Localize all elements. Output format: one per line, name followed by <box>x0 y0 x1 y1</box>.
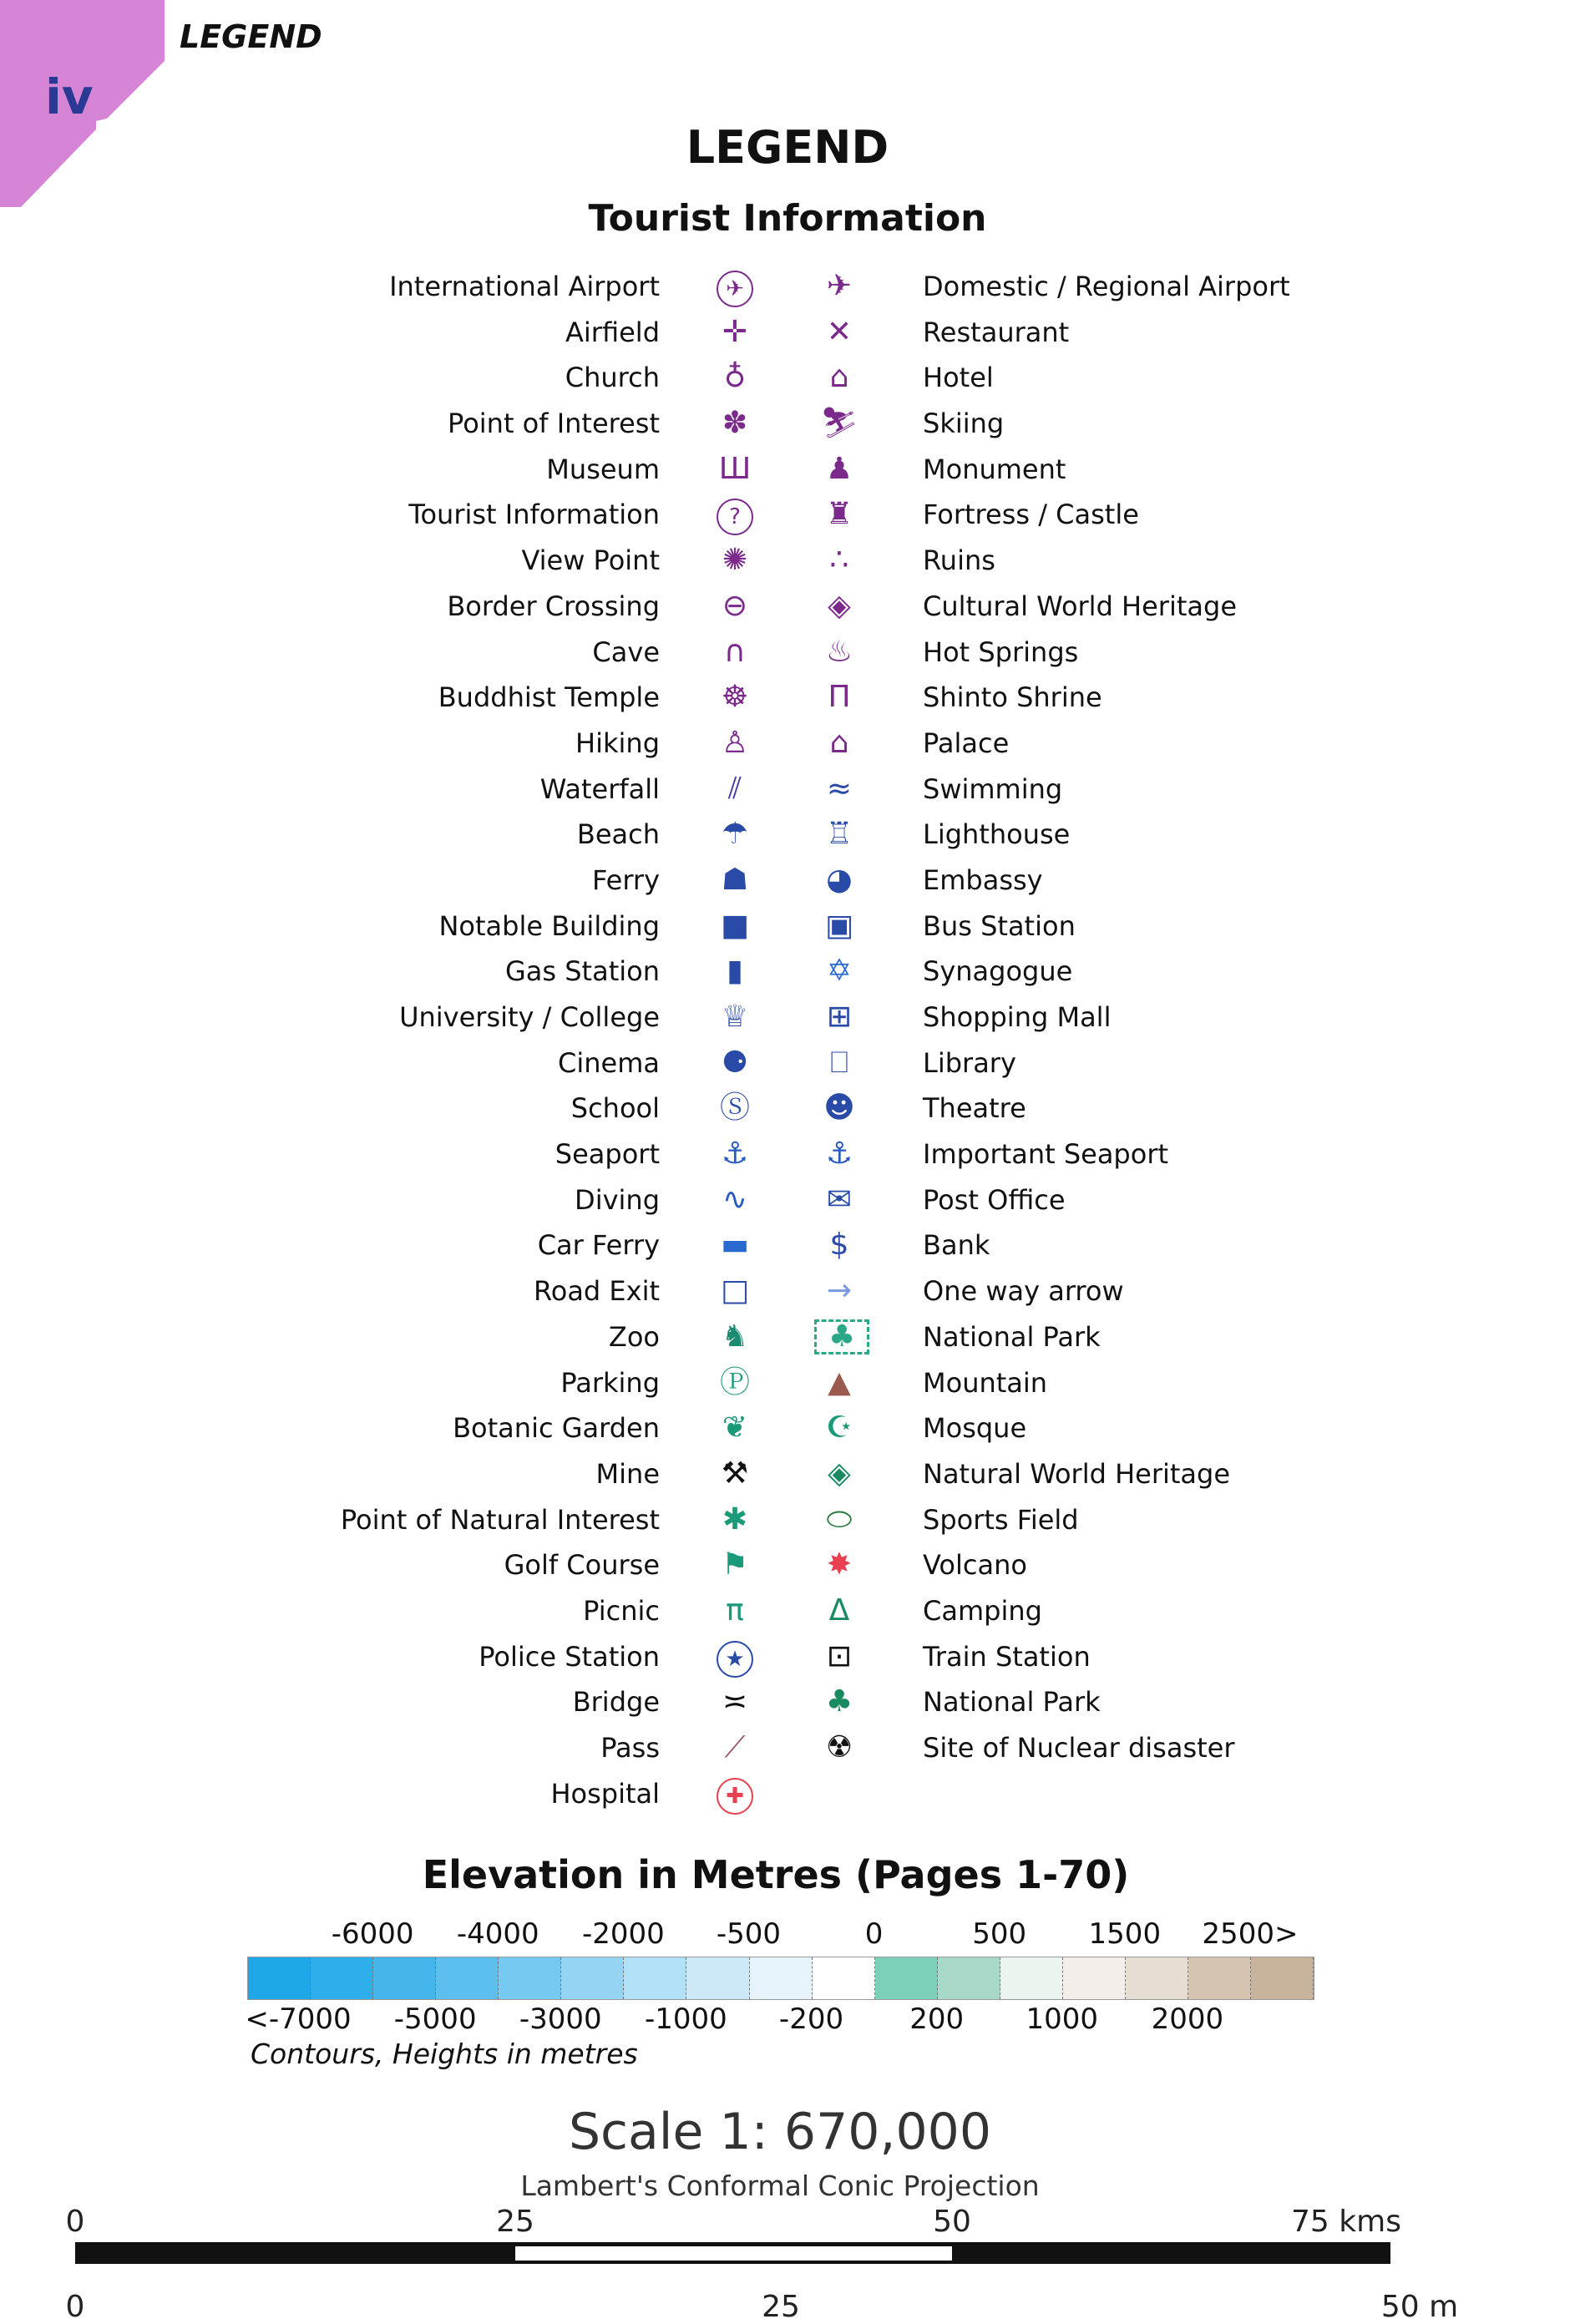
bridge-icon <box>710 1683 760 1721</box>
one-way-arrow-icon-glyph: → <box>826 1273 853 1309</box>
library-icon <box>814 1044 864 1082</box>
legend-row <box>0 447 1441 493</box>
scale-secondary-label: 0 <box>65 2290 85 2324</box>
legend-label: Hiking <box>575 727 660 759</box>
nuclear-icon-glyph: ☢ <box>825 1730 853 1765</box>
hospital-icon-glyph: ✚ <box>717 1778 753 1815</box>
hotel-icon <box>814 358 864 397</box>
legend-label: Hot Springs <box>923 635 1079 668</box>
hiking-icon-glyph: ♙ <box>721 725 749 760</box>
post-office-icon <box>814 1181 864 1219</box>
volcano-icon-glyph: ✸ <box>826 1547 853 1582</box>
cave-icon-glyph: ∩ <box>723 634 747 669</box>
legend-label: Pass <box>600 1732 660 1764</box>
elevation-bottom-label: 2000 <box>1151 2002 1224 2036</box>
legend-row <box>0 1360 1441 1406</box>
scale-title: Scale 1: 670,000 <box>568 2103 992 2161</box>
camping-icon-glyph: Δ <box>828 1592 850 1628</box>
scale-km-label: 75 kms <box>1291 2205 1401 2239</box>
legend-row <box>0 949 1441 995</box>
lighthouse-icon-glyph: ♖ <box>825 817 853 852</box>
elevation-swatch <box>750 1957 813 1999</box>
legend-row <box>0 1405 1441 1451</box>
road-exit-icon <box>710 1272 760 1310</box>
shopping-cart-icon-glyph: ⊞ <box>826 1000 853 1034</box>
legend-row <box>0 1223 1441 1268</box>
legend-label: Theatre <box>923 1092 1026 1125</box>
tourist-information-icon <box>710 495 760 534</box>
section-subtitle: Tourist Information <box>588 197 987 240</box>
legend-row <box>0 858 1441 904</box>
scale-secondary-label: 50 m <box>1380 2290 1459 2324</box>
legend-label: Golf Course <box>504 1549 660 1582</box>
legend-label: Ruins <box>923 544 995 577</box>
legend-label: Tourist Information <box>408 499 660 531</box>
botanic-garden-icon <box>710 1409 760 1447</box>
golf-course-icon-glyph: ⚑ <box>721 1547 749 1582</box>
beach-icon-glyph: ☂ <box>721 817 749 852</box>
mountain-icon <box>814 1364 864 1402</box>
police-station-icon-glyph: ★ <box>717 1641 753 1678</box>
car-ferry-icon <box>710 1226 760 1264</box>
shopping-cart-icon <box>814 998 864 1036</box>
ruins-icon-glyph: ∴ <box>829 543 849 578</box>
golf-course-icon <box>710 1546 760 1584</box>
scale-km-label: 0 <box>65 2205 85 2239</box>
bus-station-icon <box>814 907 864 945</box>
elevation-bottom-label: 200 <box>909 2002 965 2036</box>
hot-springs-icon <box>814 633 864 671</box>
legend-row <box>0 812 1441 858</box>
legend-row <box>0 1451 1441 1497</box>
hot-springs-icon-glyph: ♨ <box>825 634 853 669</box>
legend-label: Mosque <box>923 1412 1027 1445</box>
parking-icon <box>710 1364 760 1402</box>
pass-icon <box>710 1729 760 1767</box>
legend-label: Skiing <box>923 408 1005 440</box>
legend-row <box>0 675 1441 721</box>
legend-label: Mine <box>595 1457 660 1490</box>
legend-list <box>0 264 1441 1816</box>
theatre-icon <box>814 1089 864 1127</box>
elevation-bottom-label: <-7000 <box>245 2002 352 2036</box>
legend-label: Zoo <box>608 1320 660 1353</box>
legend-label: Library <box>923 1046 1016 1079</box>
projection-label: Lambert's Conformal Conic Projection <box>520 2170 1040 2202</box>
domestic-airport-icon <box>814 267 864 306</box>
road-exit-icon-glyph: □ <box>720 1273 749 1309</box>
legend-row <box>0 492 1441 538</box>
legend-label: Diving <box>575 1183 660 1216</box>
ferry-icon-glyph: ☗ <box>721 862 749 897</box>
library-icon-glyph: ⎕ <box>830 1045 848 1080</box>
mosque-icon-glyph: ☪ <box>825 1410 853 1446</box>
legend-label: Cinema <box>558 1046 660 1079</box>
elevation-swatch <box>499 1957 561 1999</box>
legend-label: Seaport <box>555 1138 660 1171</box>
elevation-top-label: -500 <box>716 1917 782 1951</box>
important-seaport-icon <box>814 1135 864 1173</box>
legend-label: Shopping Mall <box>923 1001 1112 1033</box>
elevation-swatch <box>1063 1957 1126 1999</box>
legend-label: Hospital <box>550 1777 660 1810</box>
buddhist-temple-icon <box>710 678 760 716</box>
legend-row <box>0 401 1441 447</box>
airfield-icon <box>710 313 760 352</box>
legend-label: Ferry <box>591 863 660 896</box>
national-park-tree-icon-glyph: ♣ <box>825 1684 853 1719</box>
seaport-icon <box>710 1135 760 1173</box>
legend-row <box>0 1634 1441 1680</box>
diving-icon-glyph: ∿ <box>722 1182 748 1217</box>
airport-icon <box>710 267 760 306</box>
lighthouse-icon <box>814 815 864 853</box>
legend-label: Point of Natural Interest <box>340 1503 660 1536</box>
legend-label: One way arrow <box>923 1275 1124 1308</box>
legend-label: Bank <box>923 1229 990 1262</box>
zoo-icon <box>710 1318 760 1356</box>
elevation-top-label: -4000 <box>456 1917 539 1951</box>
legend-label: National Park <box>923 1320 1101 1353</box>
legend-label: Church <box>565 362 660 394</box>
scale-km-label: 25 <box>496 2205 534 2239</box>
palace-icon-glyph: ⌂ <box>829 725 849 760</box>
legend-label: Bridge <box>572 1686 660 1719</box>
university-icon <box>710 998 760 1036</box>
legend-label: Volcano <box>923 1549 1027 1582</box>
view-point-icon <box>710 541 760 580</box>
swimming-icon <box>814 770 864 808</box>
restaurant-icon-glyph: ✕ <box>826 314 853 349</box>
post-office-icon-glyph: ✉ <box>826 1182 853 1217</box>
legend-row <box>0 1542 1441 1588</box>
one-way-arrow-icon <box>814 1272 864 1310</box>
scale-bar-white-segment <box>515 2246 952 2261</box>
domestic-airport-icon-glyph: ✈ <box>826 269 853 303</box>
gas-station-icon-glyph: ▮ <box>727 954 743 989</box>
skiing-icon-glyph: ⛷ <box>820 406 858 441</box>
waterfall-icon-glyph: ⫽ <box>727 771 742 806</box>
cinema-icon <box>710 1044 760 1082</box>
view-point-icon-glyph: ✺ <box>722 543 748 578</box>
legend-label: Fortress / Castle <box>923 499 1139 531</box>
pass-icon-glyph: ⟋ <box>724 1730 746 1765</box>
airfield-icon-glyph: ✛ <box>722 314 748 349</box>
scale-km-label: 50 <box>933 2205 971 2239</box>
parking-icon-glyph: Ⓟ <box>719 1365 750 1400</box>
car-ferry-icon-glyph: ▬ <box>720 1228 749 1263</box>
section-header: LEGEND <box>180 18 322 55</box>
monument-icon <box>814 450 864 489</box>
natural-heritage-icon <box>814 1455 864 1493</box>
legend-row <box>0 721 1441 767</box>
elevation-swatch <box>686 1957 749 1999</box>
church-icon <box>710 358 760 397</box>
elevation-swatch <box>938 1957 1000 1999</box>
legend-label: Cave <box>592 635 660 668</box>
important-seaport-icon-glyph: ⚓ <box>825 1137 853 1172</box>
seaport-icon-glyph: ⚓ <box>721 1137 749 1172</box>
train-station-icon <box>814 1638 864 1676</box>
bank-icon-glyph: $ <box>829 1228 849 1263</box>
elevation-swatch <box>561 1957 624 1999</box>
legend-label: Post Office <box>923 1183 1066 1216</box>
notable-building-icon <box>710 907 760 945</box>
elevation-swatch <box>1251 1957 1314 1999</box>
school-icon-glyph: Ⓢ <box>719 1091 750 1126</box>
national-park-icon-glyph: ♣ <box>814 1319 869 1354</box>
legend-label: Border Crossing <box>447 590 660 622</box>
cultural-heritage-icon <box>814 587 864 625</box>
legend-row <box>0 1177 1441 1223</box>
swimming-icon-glyph: ≈ <box>826 771 853 806</box>
elevation-swatch <box>373 1957 436 1999</box>
natural-interest-icon <box>710 1501 760 1539</box>
school-icon <box>710 1089 760 1127</box>
legend-label: Restaurant <box>923 316 1070 348</box>
legend-label: Car Ferry <box>537 1229 660 1262</box>
sports-field-icon <box>814 1501 864 1539</box>
bank-icon <box>814 1226 864 1264</box>
sports-field-icon-glyph: ⬭ <box>826 1501 853 1537</box>
embassy-icon-glyph: ◕ <box>826 862 853 897</box>
legend-label: Synagogue <box>923 955 1073 988</box>
camping-icon <box>814 1592 864 1630</box>
legend-label: Important Seaport <box>923 1138 1169 1171</box>
legend-row <box>0 630 1441 676</box>
synagogue-icon-glyph: ✡ <box>826 954 853 989</box>
legend-row <box>0 310 1441 356</box>
elevation-swatch <box>875 1957 938 1999</box>
legend-label: Hotel <box>923 362 994 394</box>
natural-heritage-icon-glyph: ◈ <box>828 1456 851 1491</box>
elevation-swatch <box>1188 1957 1251 1999</box>
cave-icon <box>710 633 760 671</box>
cinema-icon-glyph: ⚈ <box>721 1045 749 1080</box>
legend-row <box>0 1132 1441 1177</box>
national-park-icon <box>814 1318 864 1356</box>
contours-caption: Contours, Heights in metres <box>251 2038 638 2070</box>
palace-icon <box>814 724 864 762</box>
elevation-swatch <box>1000 1957 1063 1999</box>
fortress-icon-glyph: ♜ <box>825 497 853 532</box>
legend-label: Notable Building <box>438 909 660 942</box>
legend-row <box>0 1314 1441 1360</box>
legend-row <box>0 584 1441 630</box>
legend-label: Site of Nuclear disaster <box>923 1732 1235 1764</box>
hospital-icon <box>710 1775 760 1813</box>
elevation-bottom-label: -200 <box>778 2002 844 2036</box>
point-of-interest-icon <box>710 404 760 443</box>
elevation-bottom-label: -5000 <box>393 2002 477 2036</box>
border-crossing-icon <box>710 587 760 625</box>
legend-row <box>0 1086 1441 1132</box>
legend-row <box>0 904 1441 949</box>
legend-label: Buddhist Temple <box>438 681 660 714</box>
legend-label: Airfield <box>565 316 660 348</box>
ruins-icon <box>814 541 864 580</box>
legend-row <box>0 1497 1441 1543</box>
natural-interest-icon-glyph: ✱ <box>722 1501 748 1537</box>
tourist-information-icon-glyph: ? <box>717 499 753 535</box>
museum-icon <box>710 450 760 489</box>
train-station-icon-glyph: ⊡ <box>826 1638 853 1673</box>
legend-label: Waterfall <box>539 772 660 805</box>
legend-label: Beach <box>576 818 660 851</box>
legend-label: Palace <box>923 727 1010 759</box>
university-icon-glyph: ♕ <box>721 1000 749 1034</box>
elevation-top-label: 500 <box>972 1917 1027 1951</box>
buddhist-temple-icon-glyph: ☸ <box>721 680 749 715</box>
legend-label: International Airport <box>389 271 660 302</box>
mine-icon <box>710 1455 760 1493</box>
airport-icon-glyph: ✈ <box>717 271 753 307</box>
legend-row <box>0 1679 1441 1725</box>
elevation-swatch <box>624 1957 686 1999</box>
legend-label: Parking <box>560 1366 660 1399</box>
monument-icon-glyph: ♟ <box>825 451 853 486</box>
page-title: LEGEND <box>686 121 889 174</box>
mosque-icon <box>814 1409 864 1447</box>
skiing-icon <box>814 404 864 443</box>
legend-label: Picnic <box>583 1594 660 1627</box>
nuclear-icon <box>814 1729 864 1767</box>
elevation-top-label: -2000 <box>581 1917 665 1951</box>
legend-label: Mountain <box>923 1366 1048 1399</box>
legend-row <box>0 264 1441 310</box>
legend-label: Cultural World Heritage <box>923 590 1237 622</box>
legend-label: Gas Station <box>504 955 660 988</box>
ferry-icon <box>710 861 760 899</box>
legend-label: Museum <box>546 453 660 485</box>
picnic-icon-glyph: π <box>726 1592 744 1628</box>
legend-label: Bus Station <box>923 909 1076 942</box>
elevation-swatch <box>813 1957 875 1999</box>
elevation-top-label: 1500 <box>1088 1917 1162 1951</box>
point-of-interest-icon-glyph: ✽ <box>722 406 748 441</box>
beach-icon <box>710 815 760 853</box>
fortress-icon <box>814 495 864 534</box>
bridge-icon-glyph: ≍ <box>722 1684 748 1719</box>
scale-bar <box>75 2242 1390 2264</box>
legend-label: National Park <box>923 1686 1101 1719</box>
legend-label: View Point <box>521 544 660 577</box>
elevation-swatch <box>248 1957 311 1999</box>
waterfall-icon <box>710 770 760 808</box>
theatre-icon-glyph: ☻ <box>823 1091 855 1126</box>
elevation-bottom-label: -1000 <box>645 2002 727 2036</box>
police-station-icon <box>710 1638 760 1676</box>
legend-label: Sports Field <box>923 1503 1079 1536</box>
elevation-top-label: 2500> <box>1202 1917 1299 1951</box>
elevation-bottom-label: -3000 <box>519 2002 602 2036</box>
legend-label: Point of Interest <box>448 408 660 440</box>
legend-label: University / College <box>399 1001 660 1033</box>
picnic-icon <box>710 1592 760 1630</box>
elevation-top-label: -6000 <box>331 1917 414 1951</box>
legend-label: Shinto Shrine <box>923 681 1102 714</box>
restaurant-icon <box>814 313 864 352</box>
legend-row <box>0 1268 1441 1314</box>
museum-icon-glyph: Ш <box>718 451 752 486</box>
zoo-icon-glyph: ♞ <box>721 1319 749 1354</box>
legend-label: Train Station <box>923 1640 1091 1673</box>
legend-label: School <box>570 1092 660 1125</box>
bus-station-icon-glyph: ▣ <box>824 908 853 943</box>
elevation-bottom-label: 1000 <box>1026 2002 1099 2036</box>
legend-row <box>0 1725 1441 1771</box>
hotel-icon-glyph: ⌂ <box>829 360 849 395</box>
embassy-icon <box>814 861 864 899</box>
legend-row <box>0 538 1441 584</box>
elevation-swatch <box>436 1957 499 1999</box>
elevation-swatch <box>311 1957 373 1999</box>
mountain-icon-glyph: ▲ <box>828 1365 851 1400</box>
legend-label: Embassy <box>923 863 1043 896</box>
diving-icon <box>710 1181 760 1219</box>
elevation-top-label: 0 <box>864 1917 884 1951</box>
mine-icon-glyph: ⚒ <box>721 1456 749 1491</box>
legend-row <box>0 995 1441 1040</box>
shinto-shrine-icon-glyph: Π <box>828 680 851 715</box>
border-crossing-icon-glyph: ⊖ <box>722 588 748 623</box>
legend-label: Camping <box>923 1594 1042 1627</box>
scale-secondary-label: 25 <box>762 2290 800 2324</box>
legend-row <box>0 355 1441 401</box>
legend-label: Road Exit <box>533 1275 660 1308</box>
legend-label: Monument <box>923 453 1066 485</box>
notable-building-icon-glyph: ■ <box>720 908 749 943</box>
legend-row <box>0 1771 1441 1817</box>
elevation-swatch <box>1126 1957 1188 1999</box>
hiking-icon <box>710 724 760 762</box>
gas-station-icon <box>710 952 760 990</box>
legend-label: Swimming <box>923 772 1063 805</box>
national-park-tree-icon <box>814 1683 864 1721</box>
legend-label: Domestic / Regional Airport <box>923 271 1290 302</box>
page-number: iv <box>45 68 94 125</box>
church-icon-glyph: ♁ <box>723 360 747 395</box>
legend-row <box>0 1040 1441 1086</box>
legend-row <box>0 767 1441 813</box>
volcano-icon <box>814 1546 864 1584</box>
legend-row <box>0 1588 1441 1634</box>
elevation-color-bar <box>247 1957 1314 2000</box>
legend-label: Lighthouse <box>923 818 1071 851</box>
elevation-title: Elevation in Metres (Pages 1-70) <box>422 1852 1130 1897</box>
botanic-garden-icon-glyph: ❦ <box>722 1410 748 1446</box>
legend-label: Police Station <box>479 1640 660 1673</box>
legend-label: Botanic Garden <box>453 1412 660 1445</box>
cultural-heritage-icon-glyph: ◈ <box>828 588 851 623</box>
legend-label: Natural World Heritage <box>923 1457 1231 1490</box>
synagogue-icon <box>814 952 864 990</box>
shinto-shrine-icon <box>814 678 864 716</box>
